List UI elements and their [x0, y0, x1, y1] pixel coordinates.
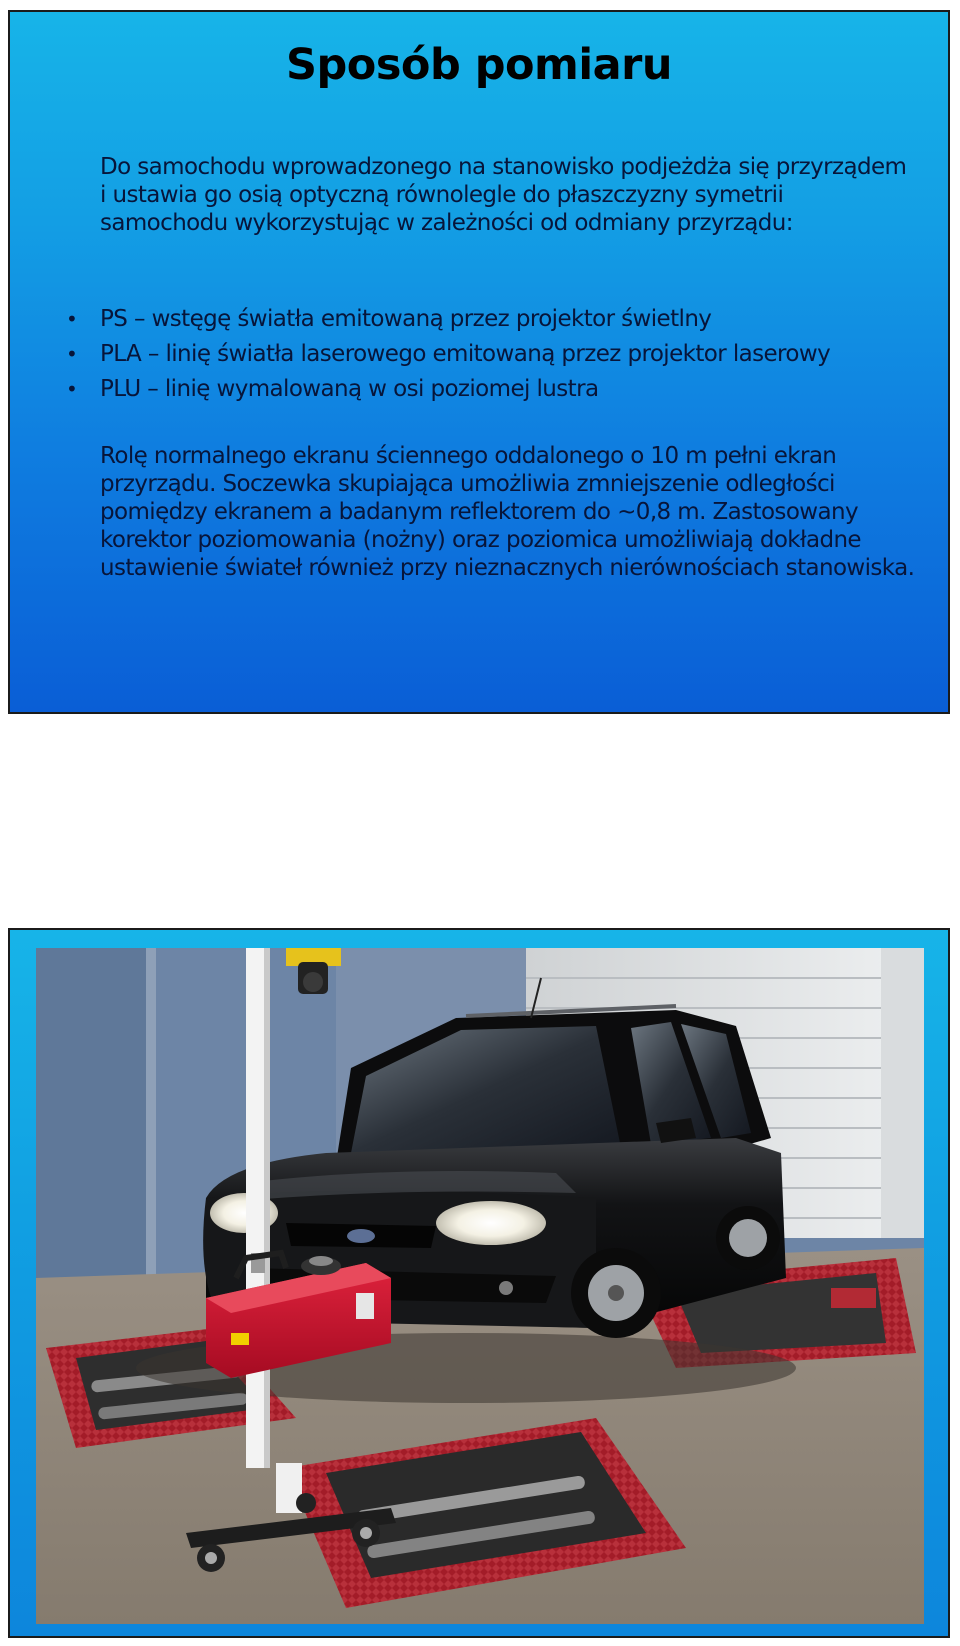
slide-title: Sposób pomiaru [286, 40, 672, 90]
wall-panel-left [36, 948, 146, 1278]
intro-paragraph: Do samochodu wprowadzonego na stanowisko podjeżdża się przyrządem i ustawia go osią optyczną równolegle do płaszczyzny symetrii samochodu wykorzystując w zależności od odmiany przyrządu: [100, 154, 907, 236]
slide-photo [8, 928, 950, 1638]
door-frame [881, 948, 924, 1238]
bullet-item-ps [60, 305, 830, 340]
car-logo [347, 1229, 375, 1243]
bullet-dot: • [66, 377, 78, 401]
bullet-text-ps: PS – wstęgę światła emitowaną przez projektor świetlny [100, 306, 712, 332]
wall-divider [146, 948, 156, 1278]
bullet-text-pla: PLA – linię światła laserowego emitowaną przez projektor laserowy [100, 341, 831, 367]
bullet-dot: • [66, 342, 78, 366]
headlight-right [436, 1201, 546, 1245]
slide-text [8, 10, 950, 714]
headlight-tester-photo [36, 948, 924, 1624]
bullet-dot: • [66, 307, 78, 331]
bullet-item-plu [60, 375, 830, 410]
outro-paragraph: Rolę normalnego ekranu ściennego oddalonego o 10 m pełni ekran przyrządu. Soczewka skupiająca umożliwia zmniejszenie odległości pomiędzy ekranem a badanym reflektorem do ~0,8 m. Zastosowany korektor poziomowania (nożny) oraz poziomica umożliwiają dokładne ustawienie świateł również przy nieznacznych nierównościach stanowiska. [100, 443, 915, 581]
bullet-item-pla [60, 340, 830, 375]
bullet-list [60, 305, 830, 410]
bullet-text-plu: PLU – linię wymalowaną w osi poziomej lustra [100, 376, 599, 402]
fog-light [499, 1281, 513, 1295]
